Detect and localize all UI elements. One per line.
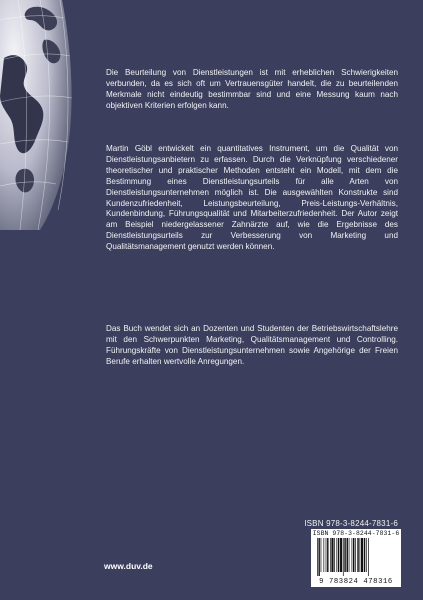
isbn-label: ISBN 978-3-8244-7831-6 <box>304 519 398 528</box>
description-paragraph-2 <box>106 144 398 253</box>
paragraph-text: Martin Göbl entwickelt ein quantitatives Instrument, um die Qualität von Dienstleistungsanbietern zu erfassen. Durch die Verknüpfung verschiedener theoretischer und praktischer Methoden entsteht ein Modell, mit dem die Bestimmung eines Dienstleistungsurteils für alle Arten von Dienstleistungsunternehmen möglich ist. Die ausgewählten Konstrukte sind Kundenzufriedenheit, Leistungsbeurteilung, Preis-Leistungs-Verhältnis, Kundenbindung, Führungsqualität und Mitarbeiterzufriedenheit. Der Autor zeigt am Beispiel niedergelassener Zahnärzte auf, wie die Ergebnisse des Dienstleistungsurteils zur Verbesserung von Marketing und Qualitätsmanagement genutzt werden können. <box>106 144 398 252</box>
paragraph-text: Das Buch wendet sich an Dozenten und Studenten der Betriebswirtschaftslehre mit den Schwerpunkten Marketing, Qualitätsmanagement und Controlling. Führungskräfte von Dienstleistungsunternehmen sowie Angehörige der Freien Berufe erhalten wertvolle Anregungen. <box>106 324 398 366</box>
publisher-url: www.duv.de <box>104 561 153 571</box>
description-paragraph-3 <box>106 324 398 368</box>
barcode-isbn-text: ISBN 978-3-8244-7831-6 <box>312 530 400 537</box>
globe-icon <box>0 0 76 230</box>
barcode-digits: 9 783824 478316 <box>319 578 393 586</box>
barcode <box>311 529 401 587</box>
barcode-bars <box>311 538 401 576</box>
description-paragraph-1 <box>106 68 398 112</box>
paragraph-text: Die Beurteilung von Dienstleistungen ist mit erheblichen Schwierigkeiten verbunden, da es sich oft um Vertrauensgüter handelt, die zu beurteilenden Merkmale nicht eindeutig bestimmbar sind und eine Messung kaum nach objektiven Kriterien erfolgen kann. <box>106 68 398 110</box>
